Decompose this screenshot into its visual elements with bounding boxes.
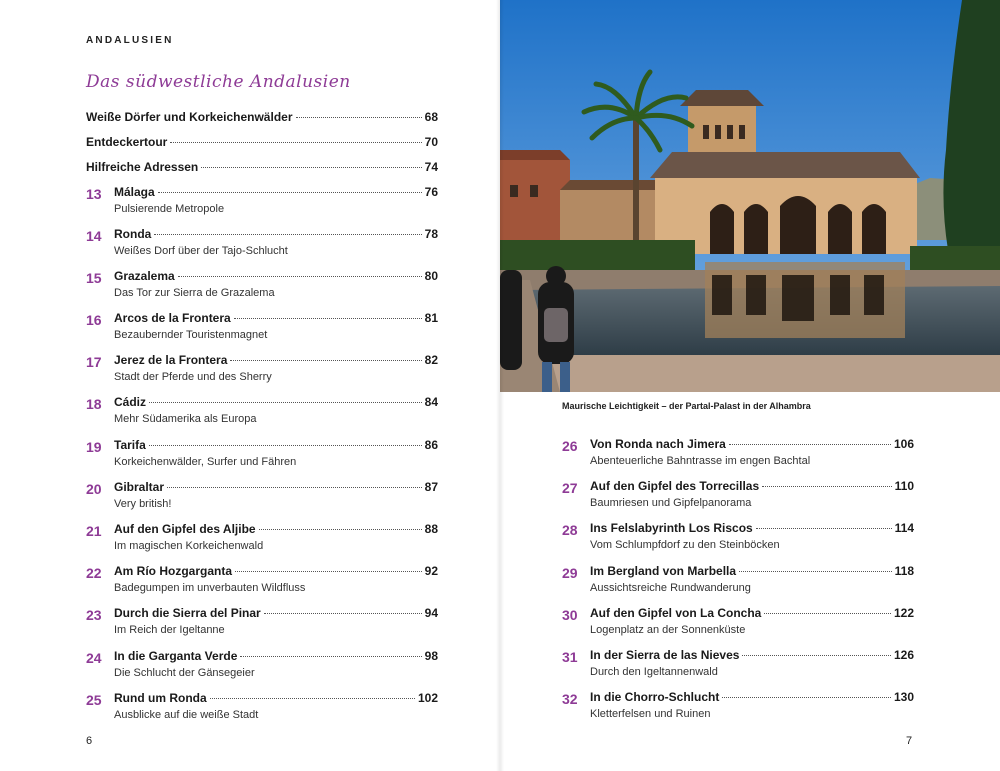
toc-entry[interactable] — [86, 227, 438, 263]
toc-entry-number: 13 — [86, 186, 102, 202]
toc-entry-subtitle: Mehr Südamerika als Europa — [114, 413, 257, 425]
toc-page-number: 92 — [424, 564, 438, 578]
toc-entry-title: Jerez de la Frontera — [114, 353, 228, 367]
book-gutter — [496, 0, 504, 771]
dot-leader — [234, 318, 422, 319]
toc-entry[interactable] — [86, 691, 438, 727]
toc-page-number: 84 — [424, 395, 438, 409]
toc-entry-subtitle: Stadt der Pferde und des Sherry — [114, 371, 272, 383]
dot-leader — [722, 697, 891, 698]
page-number-left: 6 — [86, 735, 93, 747]
toc-entry-title: Am Río Hozgarganta — [114, 564, 233, 578]
toc-entry-number: 21 — [86, 523, 102, 539]
toc-entry-number: 25 — [86, 692, 102, 708]
dot-leader — [201, 167, 421, 168]
toc-entry-title: Arcos de la Frontera — [114, 311, 231, 325]
toc-entry-title: Im Bergland von Marbella — [590, 564, 737, 578]
toc-entry-title: In die Chorro-Schlucht — [590, 690, 720, 704]
toc-entry[interactable] — [86, 185, 438, 221]
dot-leader — [264, 613, 422, 614]
dot-leader — [149, 402, 422, 403]
toc-page-number: 98 — [424, 649, 438, 663]
dot-leader — [149, 445, 422, 446]
toc-entry-number: 15 — [86, 270, 102, 286]
toc-entry-number: 31 — [562, 649, 578, 665]
toc-page-number: 76 — [424, 185, 438, 199]
toc-entry-title: Málaga — [114, 185, 155, 199]
toc-entry[interactable] — [562, 648, 914, 684]
toc-page-number: 114 — [894, 521, 914, 535]
dot-leader — [739, 571, 892, 572]
dot-leader — [178, 276, 422, 277]
dot-leader — [296, 117, 422, 118]
toc-entry-title: Auf den Gipfel von La Concha — [590, 606, 762, 620]
toc-entry-title: Hilfreiche Adressen — [86, 160, 199, 174]
toc-entry[interactable] — [562, 437, 914, 473]
toc-entry-subtitle: Vom Schlumpfdorf zu den Steinböcken — [590, 539, 780, 551]
toc-intro-entry[interactable] — [86, 110, 438, 128]
toc-entry-subtitle: Durch den Igeltannenwald — [590, 666, 718, 678]
toc-page-number: 86 — [424, 438, 438, 452]
toc-entry-title: Auf den Gipfel des Torrecillas — [590, 479, 760, 493]
toc-entry[interactable] — [86, 438, 438, 474]
toc-page-number: 94 — [424, 606, 438, 620]
toc-entry-subtitle: Bezaubernder Touristenmagnet — [114, 329, 268, 341]
toc-entry-title: In der Sierra de las Nieves — [590, 648, 740, 662]
toc-entry-number: 14 — [86, 228, 102, 244]
toc-page-number: 110 — [894, 479, 914, 493]
toc-page-number: 130 — [893, 690, 914, 704]
toc-entry[interactable] — [86, 606, 438, 642]
toc-intro-entry[interactable] — [86, 160, 438, 178]
toc-page-number: 78 — [424, 227, 438, 241]
toc-page-number: 68 — [424, 110, 438, 124]
toc-entry-number: 17 — [86, 354, 102, 370]
dot-leader — [762, 486, 891, 487]
toc-entry-subtitle: Pulsierende Metropole — [114, 203, 225, 215]
toc-page-number: 74 — [424, 160, 438, 174]
dot-leader — [158, 192, 422, 193]
toc-page-number: 126 — [893, 648, 914, 662]
toc-entry[interactable] — [562, 521, 914, 557]
toc-entry-title: Grazalema — [114, 269, 175, 283]
toc-entry-title: Auf den Gipfel des Aljibe — [114, 522, 256, 536]
dot-leader — [240, 656, 421, 657]
toc-entry-subtitle: Logenplatz an der Sonnenküste — [590, 624, 746, 636]
toc-entry-subtitle: Korkeichenwälder, Surfer und Fähren — [114, 456, 297, 468]
toc-page-number: 70 — [424, 135, 438, 149]
toc-entry[interactable] — [86, 480, 438, 516]
toc-page-number: 88 — [424, 522, 438, 536]
alhambra-photo — [500, 0, 1000, 392]
toc-entry-subtitle: Baumriesen und Gipfelpanorama — [590, 497, 752, 509]
toc-entry-title: Gibraltar — [114, 480, 165, 494]
toc-entry[interactable] — [562, 690, 914, 726]
running-head: ANDALUSIEN — [86, 35, 174, 46]
toc-entry-number: 24 — [86, 650, 102, 666]
toc-entry-subtitle: Im Reich der Igeltanne — [114, 624, 225, 636]
toc-entry-number: 23 — [86, 607, 102, 623]
toc-page-number: 122 — [893, 606, 914, 620]
toc-entry-number: 19 — [86, 439, 102, 455]
toc-page-number: 82 — [424, 353, 438, 367]
dot-leader — [764, 613, 891, 614]
toc-page-number: 106 — [893, 437, 914, 451]
dot-leader — [210, 698, 415, 699]
toc-entry-title: Rund um Ronda — [114, 691, 207, 705]
toc-entry-subtitle: Das Tor zur Sierra de Grazalema — [114, 287, 275, 299]
dot-leader — [235, 571, 422, 572]
toc-page-number: 118 — [894, 564, 914, 578]
toc-entry-title: In die Garganta Verde — [114, 649, 238, 663]
toc-entry-title: Cádiz — [114, 395, 147, 409]
toc-entry-title: Tarifa — [114, 438, 146, 452]
toc-entry-title: Ins Felslabyrinth Los Riscos — [590, 521, 753, 535]
toc-entry-number: 28 — [562, 522, 578, 538]
toc-entry[interactable] — [562, 479, 914, 515]
toc-entry[interactable] — [86, 522, 438, 558]
toc-entry[interactable] — [86, 395, 438, 431]
toc-entry-number: 27 — [562, 480, 578, 496]
dot-leader — [756, 528, 892, 529]
toc-entry-number: 20 — [86, 481, 102, 497]
dot-leader — [170, 142, 421, 143]
dot-leader — [230, 360, 421, 361]
section-title: Das südwestliche Andalusien — [86, 72, 351, 92]
toc-entry-title: Ronda — [114, 227, 152, 241]
toc-entry-number: 18 — [86, 396, 102, 412]
toc-entry-title: Weiße Dörfer und Korkeichenwälder — [86, 110, 293, 124]
toc-entry-number: 16 — [86, 312, 102, 328]
photo-caption: Maurische Leichtigkeit – der Partal-Palast in der Alhambra — [562, 401, 811, 411]
toc-page-number: 87 — [424, 480, 438, 494]
toc-entry-subtitle: Ausblicke auf die weiße Stadt — [114, 709, 259, 721]
toc-entry-number: 22 — [86, 565, 102, 581]
dot-leader — [729, 444, 891, 445]
toc-entry-number: 29 — [562, 565, 578, 581]
toc-page-number: 80 — [424, 269, 438, 283]
toc-entry-number: 32 — [562, 691, 578, 707]
toc-entry-number: 26 — [562, 438, 578, 454]
dot-leader — [167, 487, 422, 488]
toc-entry-title: Durch die Sierra del Pinar — [114, 606, 261, 620]
toc-entry-subtitle: Weißes Dorf über der Tajo-Schlucht — [114, 245, 288, 257]
toc-entry[interactable] — [86, 353, 438, 389]
toc-page-number: 81 — [424, 311, 438, 325]
toc-entry-subtitle: Very british! — [114, 498, 172, 510]
page-number-right: 7 — [906, 735, 913, 747]
toc-entry-subtitle: Abenteuerliche Bahntrasse im engen Bachtal — [590, 455, 811, 467]
toc-entry[interactable] — [86, 649, 438, 685]
toc-entry-title: Entdeckertour — [86, 135, 168, 149]
toc-entry-subtitle: Kletterfelsen und Ruinen — [590, 708, 711, 720]
toc-entry-subtitle: Aussichtsreiche Rundwanderung — [590, 582, 751, 594]
toc-entry[interactable] — [86, 311, 438, 347]
dot-leader — [154, 234, 421, 235]
toc-entry[interactable] — [562, 564, 914, 600]
toc-entry[interactable] — [562, 606, 914, 642]
toc-entry-subtitle: Die Schlucht der Gänsegeier — [114, 667, 255, 679]
toc-entry-number: 30 — [562, 607, 578, 623]
toc-intro-entry[interactable] — [86, 135, 438, 153]
toc-entry-subtitle: Badegumpen im unverbauten Wildfluss — [114, 582, 306, 594]
toc-entry[interactable] — [86, 269, 438, 305]
dot-leader — [259, 529, 422, 530]
toc-page-number: 102 — [417, 691, 438, 705]
toc-entry-title: Von Ronda nach Jimera — [590, 437, 726, 451]
toc-entry[interactable] — [86, 564, 438, 600]
toc-entry-subtitle: Im magischen Korkeichenwald — [114, 540, 264, 552]
dot-leader — [742, 655, 891, 656]
